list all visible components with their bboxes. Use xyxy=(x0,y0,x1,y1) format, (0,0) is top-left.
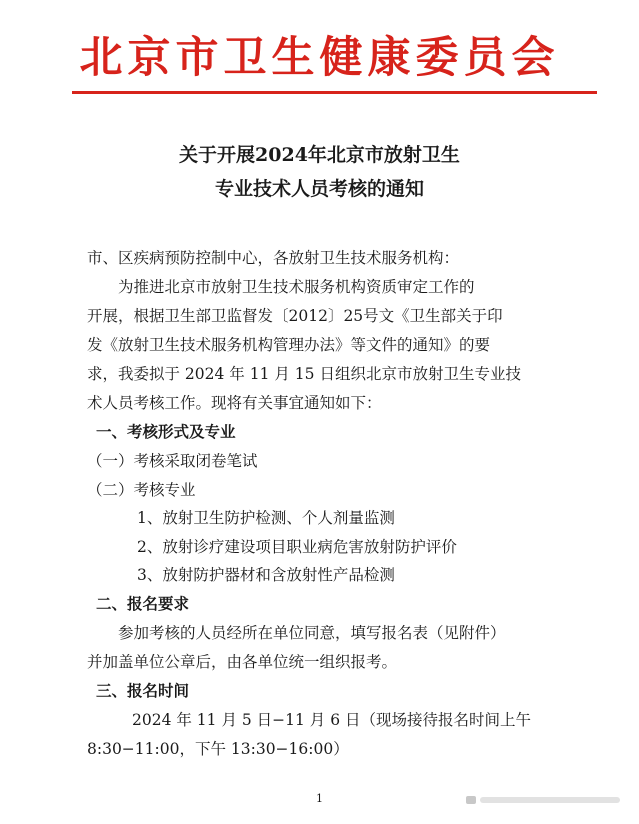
addressee: 市、区疾病预防控制中心，各放射卫生技术服务机构： xyxy=(87,249,460,267)
section-heading-exam-format: 一、考核形式及专业 xyxy=(96,423,236,441)
sub-item-specialties: （二）考核专业 xyxy=(87,481,196,499)
red-header-rule xyxy=(72,91,597,94)
specialty-item: 3、放射防护器材和含放射性产品检测 xyxy=(137,566,395,584)
watermark-logo xyxy=(466,793,626,807)
document-title-line-1: 关于开展2024年北京市放射卫生 xyxy=(179,144,460,166)
requirement-line: 并加盖单位公章后，由各单位统一组织报考。 xyxy=(87,653,398,671)
specialty-item: 1、放射卫生防护检测、个人剂量监测 xyxy=(137,509,395,527)
sub-item-closed-book: （一）考核采取闭卷笔试 xyxy=(87,452,258,470)
intro-line: 发《放射卫生技术服务机构管理办法》等文件的通知》的要 xyxy=(87,336,491,354)
intro-line: 术人员考核工作。现将有关事宜通知如下： xyxy=(87,394,382,412)
requirement-line: 参加考核的人员经所在单位同意，填写报名表（见附件） xyxy=(118,624,506,642)
intro-line: 为推进北京市放射卫生技术服务机构资质审定工作的 xyxy=(118,278,475,296)
registration-time-line: 2024 年 11 月 5 日−11 月 6 日（现场接待报名时间上午 xyxy=(132,711,532,729)
document-title-line-2: 专业技术人员考核的通知 xyxy=(214,178,424,200)
section-heading-registration-requirements: 二、报名要求 xyxy=(96,595,190,613)
section-heading-registration-time: 三、报名时间 xyxy=(96,682,190,700)
registration-time-line: 8:30−11:00，下午 13:30−16:00） xyxy=(87,740,349,758)
intro-line: 求，我委拟于 2024 年 11 月 15 日组织北京市放射卫生专业技 xyxy=(87,365,521,383)
page-number: 1 xyxy=(316,792,323,805)
intro-line: 开展，根据卫生部卫监督发〔2012〕25号文《卫生部关于印 xyxy=(87,307,503,325)
organization-header: 北京市卫生健康委员会 xyxy=(79,33,560,83)
specialty-item: 2、放射诊疗建设项目职业病危害放射防护评价 xyxy=(137,538,457,556)
